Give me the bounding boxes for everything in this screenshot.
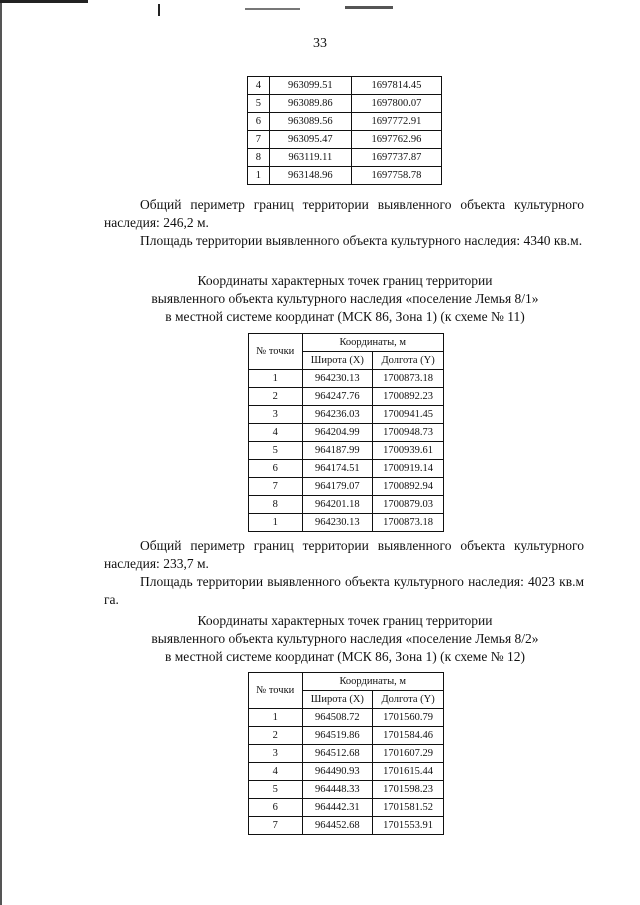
scan-edge-mark: [0, 0, 88, 3]
point-number-cell: 6: [249, 460, 303, 478]
longitude-cell: 1700873.18: [373, 514, 444, 532]
longitude-cell: 1700919.14: [373, 460, 444, 478]
table-row: [249, 496, 444, 514]
latitude-cell: 964512.68: [302, 745, 373, 763]
latitude-cell: 963095.47: [269, 131, 351, 149]
scan-speck: [245, 8, 300, 10]
longitude-cell: 1700892.23: [373, 388, 444, 406]
longitude-cell: 1700941.45: [373, 406, 444, 424]
latitude-cell: 964452.68: [302, 817, 373, 835]
col-lat-header: Широта (X): [302, 352, 373, 370]
table-row: [249, 745, 444, 763]
latitude-cell: 964201.18: [302, 496, 373, 514]
point-number-cell: 5: [248, 95, 270, 113]
point-number-cell: 6: [249, 799, 303, 817]
longitude-cell: 1701584.46: [373, 727, 444, 745]
page-number: 33: [313, 36, 327, 51]
col-coords-header: Координаты, м: [302, 334, 443, 352]
area-paragraph: Площадь территории выявленного объекта культурного наследия: 4023 кв.м га.: [104, 574, 584, 607]
point-number-cell: 8: [249, 496, 303, 514]
point-number-cell: 3: [249, 406, 303, 424]
point-number-cell: 7: [249, 817, 303, 835]
table-row: [249, 514, 444, 532]
latitude-cell: 964442.31: [302, 799, 373, 817]
longitude-cell: 1697737.87: [351, 149, 441, 167]
point-number-cell: 2: [249, 388, 303, 406]
point-number-cell: 5: [249, 442, 303, 460]
table-row: [248, 113, 442, 131]
table-row: [248, 167, 442, 185]
longitude-cell: 1700873.18: [373, 370, 444, 388]
latitude-cell: 963148.96: [269, 167, 351, 185]
coordinates-table-lemya-8-1: [248, 333, 444, 532]
point-number-cell: 1: [249, 709, 303, 727]
latitude-cell: 964490.93: [302, 763, 373, 781]
latitude-cell: 964236.03: [302, 406, 373, 424]
latitude-cell: 964247.76: [302, 388, 373, 406]
latitude-cell: 964174.51: [302, 460, 373, 478]
point-number-cell: 3: [249, 745, 303, 763]
scan-speck: [158, 4, 160, 16]
table-row: [249, 406, 444, 424]
longitude-cell: 1701598.23: [373, 781, 444, 799]
point-number-cell: 8: [248, 149, 270, 167]
table-row: [249, 424, 444, 442]
point-number-cell: 6: [248, 113, 270, 131]
point-number-cell: 1: [249, 514, 303, 532]
perimeter-paragraph: Общий периметр границ территории выявленного объекта культурного наследия: 233,7 м.: [104, 538, 584, 571]
longitude-cell: 1700948.73: [373, 424, 444, 442]
table-row: [249, 781, 444, 799]
point-number-cell: 1: [249, 370, 303, 388]
latitude-cell: 964519.86: [302, 727, 373, 745]
latitude-cell: 964187.99: [302, 442, 373, 460]
latitude-cell: 964230.13: [302, 514, 373, 532]
col-point-header: № точки: [249, 334, 303, 370]
point-number-cell: 4: [249, 763, 303, 781]
table-row: [249, 709, 444, 727]
table-row: [249, 442, 444, 460]
latitude-cell: 963099.51: [269, 77, 351, 95]
col-coords-header: Координаты, м: [302, 673, 443, 691]
coordinates-table-continued: [247, 76, 442, 185]
longitude-cell: 1701553.91: [373, 817, 444, 835]
latitude-cell: 964179.07: [302, 478, 373, 496]
point-number-cell: 2: [249, 727, 303, 745]
col-lat-header: Широта (X): [302, 691, 373, 709]
point-number-cell: 1: [248, 167, 270, 185]
col-lon-header: Долгота (Y): [373, 691, 444, 709]
table-row: [249, 388, 444, 406]
longitude-cell: 1701560.79: [373, 709, 444, 727]
section-heading: Координаты характерных точек границ территории выявленного объекта культурного наследия «поселение Лемья 8/1» в местной системе координат (МСК 86, Зона 1) (к схеме № 11): [151, 273, 539, 324]
longitude-cell: 1697762.96: [351, 131, 441, 149]
table-row: [249, 460, 444, 478]
latitude-cell: 963089.56: [269, 113, 351, 131]
longitude-cell: 1701607.29: [373, 745, 444, 763]
perimeter-paragraph: Общий периметр границ территории выявленного объекта культурного наследия: 246,2 м.: [104, 197, 584, 230]
col-point-header: № точки: [249, 673, 303, 709]
point-number-cell: 7: [248, 131, 270, 149]
longitude-cell: 1700879.03: [373, 496, 444, 514]
latitude-cell: 964448.33: [302, 781, 373, 799]
table-row: [249, 763, 444, 781]
latitude-cell: 964508.72: [302, 709, 373, 727]
scan-edge-mark: [0, 3, 2, 905]
latitude-cell: 963119.11: [269, 149, 351, 167]
col-lon-header: Долгота (Y): [373, 352, 444, 370]
area-paragraph: Площадь территории выявленного объекта культурного наследия: 4340 кв.м.: [140, 233, 583, 248]
longitude-cell: 1701615.44: [373, 763, 444, 781]
table-row: [249, 478, 444, 496]
latitude-cell: 963089.86: [269, 95, 351, 113]
table-row: [248, 149, 442, 167]
table-row: [249, 370, 444, 388]
table-row: [248, 77, 442, 95]
longitude-cell: 1697758.78: [351, 167, 441, 185]
table-row: [249, 727, 444, 745]
table-row: [248, 95, 442, 113]
coordinates-table-lemya-8-2: [248, 672, 444, 835]
scan-speck: [345, 6, 393, 9]
point-number-cell: 5: [249, 781, 303, 799]
longitude-cell: 1697800.07: [351, 95, 441, 113]
longitude-cell: 1701581.52: [373, 799, 444, 817]
longitude-cell: 1697772.91: [351, 113, 441, 131]
section-heading: Координаты характерных точек границ территории выявленного объекта культурного наследия «поселение Лемья 8/2» в местной системе координат (МСК 86, Зона 1) (к схеме № 12): [151, 613, 539, 664]
latitude-cell: 964204.99: [302, 424, 373, 442]
longitude-cell: 1700939.61: [373, 442, 444, 460]
point-number-cell: 4: [248, 77, 270, 95]
table-row: [249, 799, 444, 817]
longitude-cell: 1697814.45: [351, 77, 441, 95]
longitude-cell: 1700892.94: [373, 478, 444, 496]
point-number-cell: 7: [249, 478, 303, 496]
table-row: [249, 817, 444, 835]
table-row: [248, 131, 442, 149]
latitude-cell: 964230.13: [302, 370, 373, 388]
point-number-cell: 4: [249, 424, 303, 442]
